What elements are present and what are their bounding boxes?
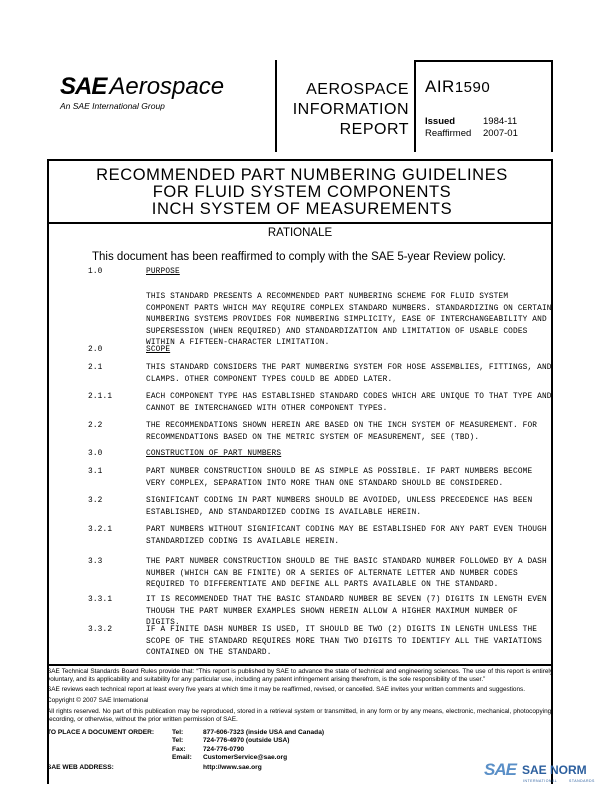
section-text: PART NUMBERS WITHOUT SIGNIFICANT CODING MAY BE ESTABLISHED FOR ANY PART EVEN THOUGH STANDARDIZED CODING IS AVAILABLE HEREIN.	[146, 526, 547, 546]
doc-number: 1590	[454, 79, 491, 96]
order-label: TO PLACE A DOCUMENT ORDER:	[47, 729, 155, 736]
document-header	[47, 60, 553, 152]
reaffirmed-date: 2007-01	[483, 128, 518, 139]
section-text: SIGNIFICANT CODING IN PART NUMBERS SHOULD BE AVOIDED, UNLESS PRECEDENCE HAS BEEN ESTABLISHED, AND STANDARDIZED CODING IS AVAILABLE HEREIN.	[146, 497, 533, 517]
header-divider	[551, 60, 553, 152]
section-1-0	[88, 267, 548, 279]
section-3-1	[88, 467, 548, 491]
section-number: 3.1	[88, 468, 103, 476]
footer-policy: SAE Technical Standards Board Rules provide that: “This report is published by SAE to advance the state of technical and engineering sciences. The use of this report is entirely voluntary, and its applicability and suitability for any particular use, including any patent infringement arising therefrom, is the sole responsibility of the user.”	[47, 668, 553, 683]
stamp-sub-left: INTERNATIONAL	[523, 779, 558, 783]
section-3-2	[88, 496, 548, 520]
rationale-heading: RATIONALE	[267, 227, 333, 239]
doc-type-line: REPORT	[339, 121, 409, 138]
section-number: 3.0	[88, 450, 103, 458]
document-number	[425, 77, 490, 97]
section-heading: PURPOSE	[146, 268, 180, 276]
section-heading: SCOPE	[146, 346, 171, 354]
section-text: PART NUMBER CONSTRUCTION SHOULD BE AS SIMPLE AS POSSIBLE. IF PART NUMBERS BECOME VERY COMPLEX, SEPARATION INTO MORE THAN ONE STANDARD SHOULD BE CONSIDERED.	[146, 468, 533, 488]
header-divider	[414, 60, 416, 152]
title-line: FOR FLUID SYSTEM COMPONENTS	[152, 183, 452, 201]
title-line: INCH SYSTEM OF MEASUREMENTS	[151, 200, 453, 218]
section-number: 3.3.2	[88, 626, 113, 634]
section-2-0	[88, 345, 548, 357]
section-3-3	[88, 557, 548, 593]
footer-divider	[47, 664, 553, 666]
section-text: IF A FINITE DASH NUMBER IS USED, IT SHOULD BE TWO (2) DIGITS IN LENGTH UNLESS THE SCOPE OF THE STANDARD REQUIRES MORE THAN TWO DIGITS TO IDENTIFY ALL THE VARIATIONS CONTAINED ON THE STANDARD.	[146, 626, 542, 657]
web-address[interactable]: http://www.sae.org	[203, 764, 262, 771]
section-number: 3.3.1	[88, 596, 113, 604]
document-title	[49, 167, 555, 218]
fax-label: Fax:	[172, 745, 186, 753]
section-number: 3.2.1	[88, 526, 113, 534]
section-3-0	[88, 449, 548, 461]
title-line: RECOMMENDED PART NUMBERING GUIDELINES	[96, 166, 508, 184]
section-3-2-1	[88, 525, 548, 549]
issued-label: Issued	[425, 116, 456, 127]
fax-number: 724-776-0790	[203, 745, 245, 753]
sae-aerospace-logo	[60, 75, 275, 111]
order-info	[47, 729, 477, 789]
section-text: EACH COMPONENT TYPE HAS ESTABLISHED STANDARD CODES WHICH ARE UNIQUE TO THAT TYPE AND CANNOT BE INTERCHANGED WITH OTHER COMPONENT TYPES.	[146, 393, 552, 413]
document-dates	[425, 116, 518, 140]
logo-aerospace: Aerospace	[109, 73, 225, 100]
tel-inside-usa: 877-606-7323 (inside USA and Canada)	[203, 729, 325, 736]
section-heading: CONSTRUCTION OF PART NUMBERS	[146, 450, 282, 458]
stamp-sub-right: STANDARDS	[569, 779, 595, 783]
footer-copyright: Copyright © 2007 SAE International	[47, 697, 149, 704]
doc-type-line: INFORMATION	[292, 101, 409, 118]
tel-label: Tel:	[172, 737, 184, 745]
footer-review: SAE reviews each technical report at least every five years at which time it may be reaffirmed, revised, or cancelled. SAE invites your written comments and suggestions.	[47, 686, 525, 693]
logo-sae: SAE	[60, 73, 107, 100]
doc-type-line: AEROSPACE	[306, 81, 409, 98]
section-text: IT IS RECOMMENDED THAT THE BASIC STANDARD NUMBER BE SEVEN (7) DIGITS IN LENGTH EVEN THOUGH THE PART NUMBER EXAMPLES SHOWN HEREIN ALLOW A HIGHER MAXIMUM NUMBER OF DIGITS.	[146, 596, 547, 627]
section-3-3-1	[88, 595, 548, 627]
section-number: 2.0	[88, 346, 103, 354]
section-number: 2.1.1	[88, 393, 113, 401]
section-1-0-body	[88, 292, 552, 347]
stamp-logo: SAE	[484, 760, 516, 779]
section-text: THE RECOMMENDATIONS SHOWN HEREIN ARE BASED ON THE INCH SYSTEM OF MEASUREMENT. FOR RECOMMENDATIONS BASED ON THE METRIC SYSTEM OF MEASUREMENT, SEE (TBD).	[146, 422, 538, 442]
document-type	[277, 80, 409, 140]
header-divider	[414, 60, 553, 62]
footer-rights: All rights reserved. No part of this publication may be reproduced, stored in a retrieval system or transmitted, in any form or by any means, electronic, mechanical, photocopying, recording, or otherwise, without the prior written permission of SAE.	[47, 708, 553, 723]
section-number: 3.2	[88, 497, 103, 505]
issued-date: 1984-11	[483, 116, 518, 127]
section-text: THIS STANDARD CONSIDERS THE PART NUMBERING SYSTEM FOR HOSE ASSEMBLIES, FITTINGS, AND CLAMPS. OTHER COMPONENT TYPES COULD BE ADDED LATER.	[146, 364, 552, 384]
section-number: 2.1	[88, 364, 103, 372]
web-label: SAE WEB ADDRESS:	[47, 764, 114, 771]
doc-prefix: AIR	[425, 77, 455, 96]
section-number: 1.0	[88, 268, 103, 276]
section-number: 3.3	[88, 558, 103, 566]
title-divider	[49, 222, 551, 224]
section-2-1-1	[88, 392, 552, 416]
reaffirm-note: This document has been reaffirmed to comply with the SAE 5-year Review policy.	[92, 251, 506, 263]
email-address[interactable]: CustomerService@sae.org	[203, 753, 288, 761]
section-number: 2.2	[88, 422, 103, 430]
logo-subtitle: An SAE International Group	[60, 101, 165, 111]
stamp-subtext	[523, 779, 595, 783]
stamp-text: SAE NORM	[522, 763, 587, 777]
tel-label: Tel:	[172, 729, 184, 736]
section-text: THE PART NUMBER CONSTRUCTION SHOULD BE THE BASIC STANDARD NUMBER FOLLOWED BY A DASH NUMBER (WHICH CAN BE FINITE) OR A SERIES OF ALTERNATE LETTER AND NUMBER CODES REQUIRED TO DIFFERENTIATE AND DEFINE ALL PARTS AVAILABLE ON THE STANDARD.	[146, 558, 547, 589]
tel-outside-usa: 724-776-4970 (outside USA)	[203, 737, 290, 745]
section-2-2	[88, 421, 548, 445]
section-text: THIS STANDARD PRESENTS A RECOMMENDED PART NUMBERING SCHEME FOR FLUID SYSTEM COMPONENT PARTS WHICH MAY REQUIRE COMPLEX STANDARD NUMBERS. STANDARDIZING ON CERTAIN NUMBERING SYSTEMS PROVIDES FOR NUMBERING SIMPLICITY, EASE OF INTERCHANGEABILITY AND SUPERSESSION (WHEN REQUIRED) AND STANDARDIZATION AND LIMITATION OF USABLE CODES WITHIN A FIFTEEN-CHARACTER LIMITATION.	[146, 293, 552, 347]
sae-norm-stamp	[478, 760, 598, 790]
section-3-3-2	[88, 625, 548, 661]
email-label: Email:	[172, 753, 192, 761]
section-2-1	[88, 363, 552, 387]
reaffirmed-label: Reaffirmed	[425, 128, 472, 139]
